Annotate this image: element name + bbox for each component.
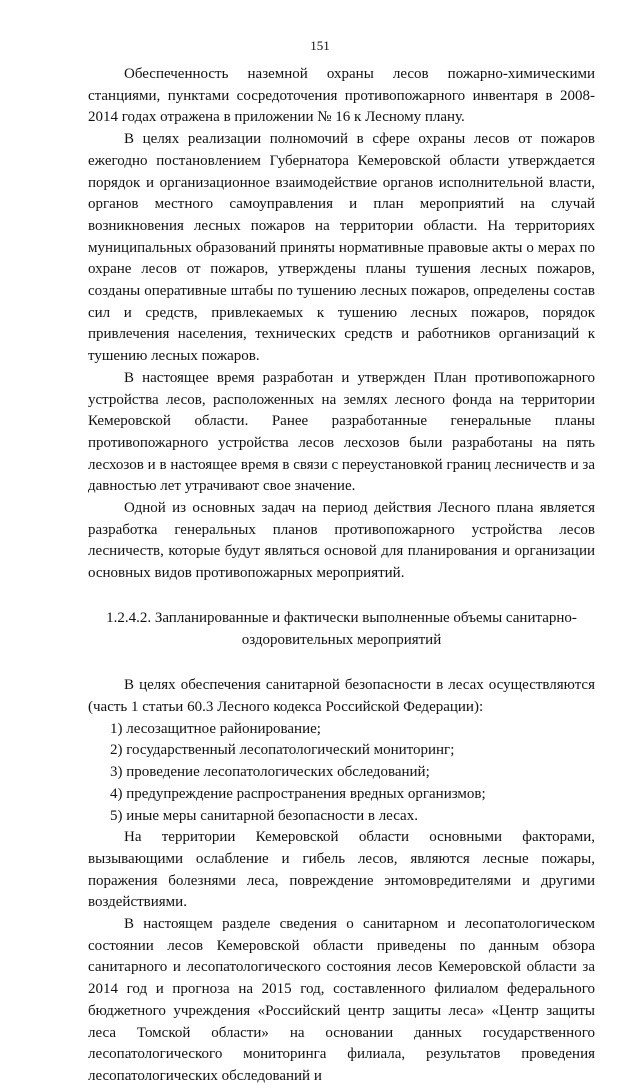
sanitary-measures-list <box>88 719 595 828</box>
paragraph-main-factors: На территории Кемеровской области основными факторами, вызывающими ослабление и гибель лесов, являются лесные пожары, поражения болезнями леса, повреждение энтомовредителями и другими воздействиями. <box>88 829 595 911</box>
paragraph-station-coverage: Обеспеченность наземной охраны лесов пожарно-химическими станциями, пунктами сосредоточения противопожарного инвентаря в 2008-2014 годах отражена в приложении № 16 к Лесному плану. <box>88 66 595 126</box>
section-heading <box>88 608 595 651</box>
page-number: 151 <box>310 38 330 53</box>
paragraph-fire-plan: В настоящее время разработан и утвержден План противопожарного устройства лесов, расположенных на землях лесного фонда на территории Кемеровской области. Ранее разработанные генеральные планы противопожарного устройства лесов лесхозов были разработаны на пять лесхозов и в настоящее время в связи с переустановкой границ лесничеств и за давностью лет утрачивают свое значение. <box>88 369 595 495</box>
paragraph-governor-resolution: В целях реализации полномочий в сфере охраны лесов от пожаров ежегодно постановлением Губернатора Кемеровской области утверждается порядок и организационное взаимодействие органов исполнительной власти, органов местного самоуправления и план мероприятий на случай возникновения лесных пожаров на территории области. На территориях муниципальных образований приняты нормативные правовые акты о мерах по охране лесов от пожаров, утверждены планы тушения лесных пожаров, созданы оперативные штабы по тушению лесных пожаров, определены состав сил и средств, привлекаемых к тушению лесных пожаров, порядок привлечения населения, технических средств и работников организаций к тушению лесных пожаров. <box>88 131 595 365</box>
paragraph-survey-sources: В настоящем разделе сведения о санитарном и лесопатологическом состоянии лесов Кемеровской области приведены по данным обзора санитарного и лесопатологического состояния лесов Кемеровской области за 2014 год и прогноза на 2015 год, составленного филиалом федерального бюджетного учреждения «Российский центр защиты леса» «Центр защиты леса Томской области» на основании данных государственного лесопатологического мониторинга филиала, результатов проведения лесопатологических обследований и <box>88 916 595 1084</box>
section-heading-line-2: оздоровительных мероприятий <box>241 631 442 648</box>
paragraph-sanitary-intro: В целях обеспечения санитарной безопасности в лесах осуществляются (часть 1 статьи 60.3 Лесного кодекса Российской Федерации): <box>88 677 595 715</box>
list-item: 4) предупреждение распространения вредных организмов; <box>110 785 486 802</box>
list-item: 2) государственный лесопатологический мониторинг; <box>110 742 455 759</box>
list-item: 1) лесозащитное районирование; <box>110 720 321 737</box>
section-heading-line-1: 1.2.4.2. Запланированные и фактически выполненные объемы санитарно- <box>106 609 577 626</box>
paragraph-main-task: Одной из основных задач на период действия Лесного плана является разработка генеральных планов противопожарного устройства лесов лесничеств, которые будут являться основой для планирования и организации основных видов противопожарных мероприятий. <box>88 500 595 582</box>
list-item: 5) иные меры санитарной безопасности в лесах. <box>110 807 418 824</box>
list-item: 3) проведение лесопатологических обследований; <box>110 764 430 781</box>
document-body <box>88 64 595 1088</box>
